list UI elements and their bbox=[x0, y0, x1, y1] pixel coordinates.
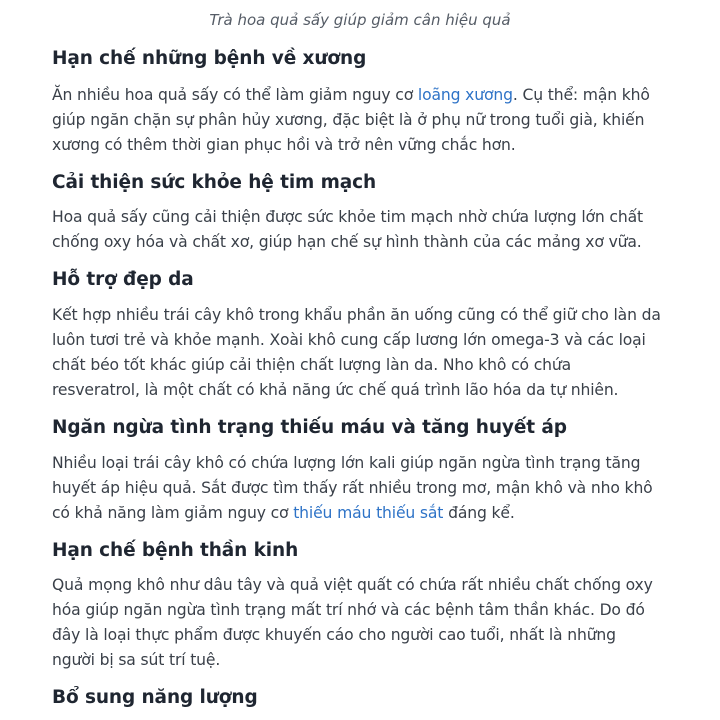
link-osteoporosis[interactable]: loãng xương bbox=[417, 86, 513, 104]
section-paragraph-bone bbox=[52, 83, 682, 158]
paragraph-line: hóa giúp ngăn ngừa tình trạng mất trí nhớ và các bệnh tâm thần khác. Do đó bbox=[52, 601, 645, 619]
paragraph-line: người bị sa sút trí tuệ. bbox=[52, 651, 221, 669]
section-paragraph-neuro bbox=[52, 573, 682, 673]
paragraph-line: Nhiều loại trái cây khô có chứa lượng lớn kali giúp ngăn ngừa tình trạng tăng bbox=[52, 454, 641, 472]
paragraph-line: đây là loại thực phẩm được khuyến cáo cho người cao tuổi, nhất là những bbox=[52, 626, 616, 644]
paragraph-line: có khả năng làm giảm nguy cơ thiếu máu thiếu sắt đáng kể. bbox=[52, 504, 515, 522]
paragraph-line: chống oxy hóa và chất xơ, giúp hạn chế sự hình thành của các mảng xơ vữa. bbox=[52, 233, 642, 251]
paragraph-line: giúp ngăn chặn sự phân hủy xương, đặc biệt là ở phụ nữ trong tuổi già, khiến bbox=[52, 111, 645, 129]
section-heading-anemia: Ngăn ngừa tình trạng thiếu máu và tăng huyết áp bbox=[52, 417, 567, 438]
paragraph-line: xương có thêm thời gian phục hồi và trở nên vững chắc hơn. bbox=[52, 136, 516, 154]
paragraph-line: luôn tươi trẻ và khỏe mạnh. Xoài khô cung cấp lương lớn omega-3 và các loại bbox=[52, 331, 646, 349]
section-paragraph-skin bbox=[52, 303, 682, 403]
image-caption: Trà hoa quả sấy giúp giảm cân hiệu quả bbox=[209, 11, 511, 29]
section-paragraph-anemia bbox=[52, 451, 682, 526]
paragraph-line: chất béo tốt khác giúp cải thiện chất lượng làn da. Nho khô có chứa bbox=[52, 356, 571, 374]
paragraph-line: Kết hợp nhiều trái cây khô trong khẩu phần ăn uống cũng có thể giữ cho làn da bbox=[52, 306, 661, 324]
section-heading-skin: Hỗ trợ đẹp da bbox=[52, 269, 194, 290]
section-heading-heart: Cải thiện sức khỏe hệ tim mạch bbox=[52, 172, 377, 193]
section-heading-bone: Hạn chế những bệnh về xương bbox=[52, 48, 367, 69]
paragraph-line: resveratrol, là một chất có khả năng ức chế quá trình lão hóa da tự nhiên. bbox=[52, 381, 619, 399]
paragraph-line: Hoa quả sấy cũng cải thiện được sức khỏe tim mạch nhờ chứa lượng lớn chất bbox=[52, 208, 643, 226]
paragraph-line: Ăn nhiều hoa quả sấy có thể làm giảm nguy cơ loãng xương. Cụ thể: mận khô bbox=[52, 86, 650, 104]
paragraph-line: Quả mọng khô như dâu tây và quả việt quất có chứa rất nhiều chất chống oxy bbox=[52, 576, 653, 594]
paragraph-line: huyết áp hiệu quả. Sắt được tìm thấy rất nhiều trong mơ, mận khô và nho khô bbox=[52, 479, 653, 497]
link-iron-deficiency-anemia[interactable]: thiếu máu thiếu sắt bbox=[293, 504, 444, 522]
section-paragraph-heart bbox=[52, 205, 682, 255]
section-heading-neuro: Hạn chế bệnh thần kinh bbox=[52, 540, 299, 561]
section-heading-energy: Bổ sung năng lượng bbox=[52, 687, 258, 708]
